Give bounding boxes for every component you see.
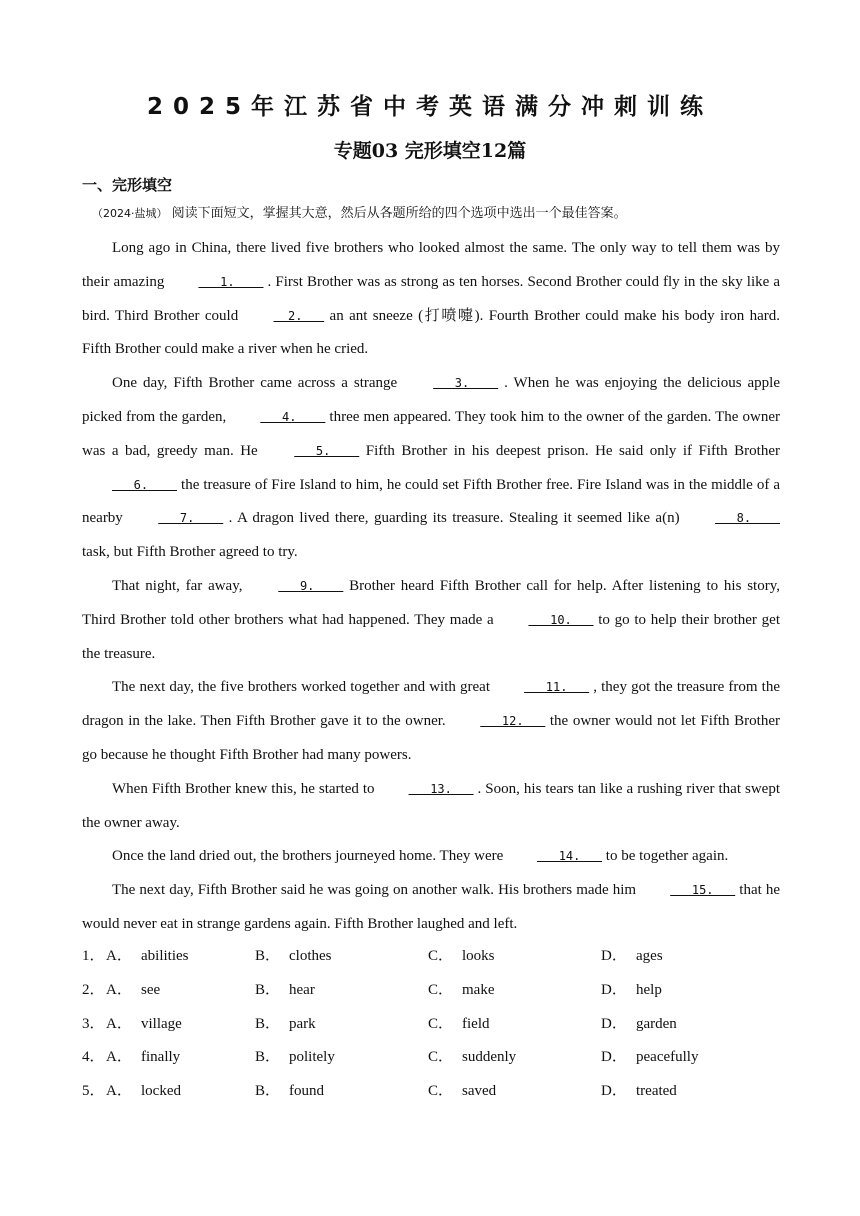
answer-blank: 3. (433, 376, 499, 391)
option-b: park (289, 1015, 316, 1032)
option-letter-b: B． (255, 981, 281, 998)
option-b: politely (289, 1049, 335, 1066)
answer-blank: 10. (528, 612, 594, 627)
answer-blank: 12. (480, 714, 546, 729)
option-letter-c: C． (428, 1015, 454, 1032)
option-letter-c: C． (428, 1049, 454, 1066)
option-a: finally (141, 1049, 181, 1066)
option-letter-a: A． (106, 1049, 132, 1066)
source-tag: （2024·盐城） (92, 207, 168, 220)
answer-blank: 14. (537, 849, 603, 864)
option-c: make (462, 981, 495, 998)
option-letter-a: A． (106, 1015, 132, 1032)
question-number: 3． (82, 1015, 105, 1032)
option-c: looks (462, 948, 495, 964)
option-c: suddenly (462, 1049, 517, 1066)
option-row (82, 1075, 780, 1109)
option-letter-d: D． (601, 1015, 627, 1032)
option-b: clothes (289, 948, 332, 964)
answer-options (82, 940, 780, 1109)
answer-blank: 4. (260, 409, 326, 424)
option-letter-b: B． (255, 948, 281, 964)
option-row (82, 974, 780, 1008)
answer-blank: 7. (158, 511, 224, 526)
instruction-text: 阅读下面短文，掌握其大意，然后从各题所给的四个选项中选出一个最佳答案。 (171, 206, 627, 221)
question-number: 4． (82, 1049, 105, 1066)
option-a: see (141, 981, 161, 998)
answer-blank: 15. (670, 883, 736, 898)
passage-paragraph: Long ago in China, there lived five brothers who looked almost the same. The only way to tell them was by their amazing 1. . First Brother was as strong as ten horses. Second Brother could fly in the sky like a bird. Third Brother could 2. an ant sneeze (打喷嚏). Fourth Brother could make his body iron hard. Fifth Brother could make a river when he cried. (82, 240, 781, 358)
option-d: help (636, 981, 662, 998)
option-a: locked (141, 1083, 181, 1100)
option-letter-a: A． (106, 948, 132, 964)
section-heading: 一、完形填空 (82, 176, 173, 194)
answer-blank: 9. (278, 578, 344, 593)
answer-blank: 8. (714, 511, 780, 526)
option-letter-d: D． (601, 1049, 627, 1066)
option-d: garden (636, 1015, 677, 1032)
answer-blank: 6. (112, 477, 178, 492)
question-number: 2． (82, 981, 105, 998)
option-letter-b: B． (255, 1015, 281, 1032)
option-letter-c: C． (428, 981, 454, 998)
option-letter-b: B． (255, 1049, 281, 1066)
question-instruction (92, 202, 627, 221)
option-letter-c: C． (428, 948, 454, 964)
option-letter-c: C． (428, 1083, 454, 1100)
option-row (82, 1041, 780, 1075)
option-d: ages (636, 948, 663, 964)
option-b: hear (289, 981, 315, 998)
answer-blank: 1. (198, 274, 264, 289)
question-number: 1． (82, 948, 105, 964)
option-c: field (462, 1015, 490, 1032)
option-letter-a: A． (106, 981, 132, 998)
passage-paragraph: Once the land dried out, the brothers journeyed home. They were 14. to be together again. (82, 840, 780, 874)
option-a: village (141, 1015, 182, 1032)
option-letter-a: A． (106, 1083, 132, 1100)
page-subtitle: 专题03 完形填空12篇 (333, 140, 527, 162)
answer-blank: 13. (408, 781, 474, 796)
passage-paragraph: The next day, the five brothers worked together and with great 11. , they got the treasure from the dragon in the lake. Then Fifth Brother gave it to the owner. 12. the owner would not let Fifth Brother go because he thought Fifth Brother had many powers. (82, 671, 780, 772)
option-c: saved (462, 1083, 497, 1100)
passage-paragraph: One day, Fifth Brother came across a strange 3. . When he was enjoying the delicious apple picked from the garden, 4. three men appeared. They took him to the owner of the garden. The owner was a bad, greedy man. He 5. Fifth Brother in his deepest prison. He said only if Fifth Brother 6. the treasure of Fire Island to him, he could set Fifth Brother free. Fire Island was in the middle of a nearby 7. . A dragon lived there, guarding its treasure. Stealing it seemed like a(n) 8. task, but Fifth Brother agreed to try. (82, 367, 780, 570)
option-letter-d: D． (601, 981, 627, 998)
option-letter-d: D． (601, 948, 627, 964)
page-title: 2025年江苏省中考英语满分冲刺训练 (146, 94, 713, 120)
option-d: peacefully (636, 1049, 699, 1066)
option-d: treated (636, 1083, 677, 1100)
answer-blank: 2. (273, 308, 325, 323)
option-letter-d: D． (601, 1083, 627, 1100)
cloze-passage (82, 232, 780, 942)
passage-paragraph: When Fifth Brother knew this, he started to 13. . Soon, his tears tan like a rushing river that swept the owner away. (82, 773, 780, 841)
answer-blank: 11. (524, 680, 590, 695)
option-b: found (289, 1083, 324, 1100)
passage-paragraph: That night, far away, 9. Brother heard Fifth Brother call for help. After listening to his story, Third Brother told other brothers what had happened. They made a 10. to go to help their brother get the treasure. (82, 570, 780, 671)
question-number: 5． (82, 1083, 105, 1100)
answer-blank: 5. (294, 443, 360, 458)
option-letter-b: B． (255, 1083, 281, 1100)
option-row (82, 940, 780, 974)
option-a: abilities (141, 948, 189, 964)
option-row (82, 1008, 780, 1042)
passage-paragraph: The next day, Fifth Brother said he was going on another walk. His brothers made him 15. that he would never eat in strange gardens again. Fifth Brother laughed and left. (82, 874, 780, 942)
